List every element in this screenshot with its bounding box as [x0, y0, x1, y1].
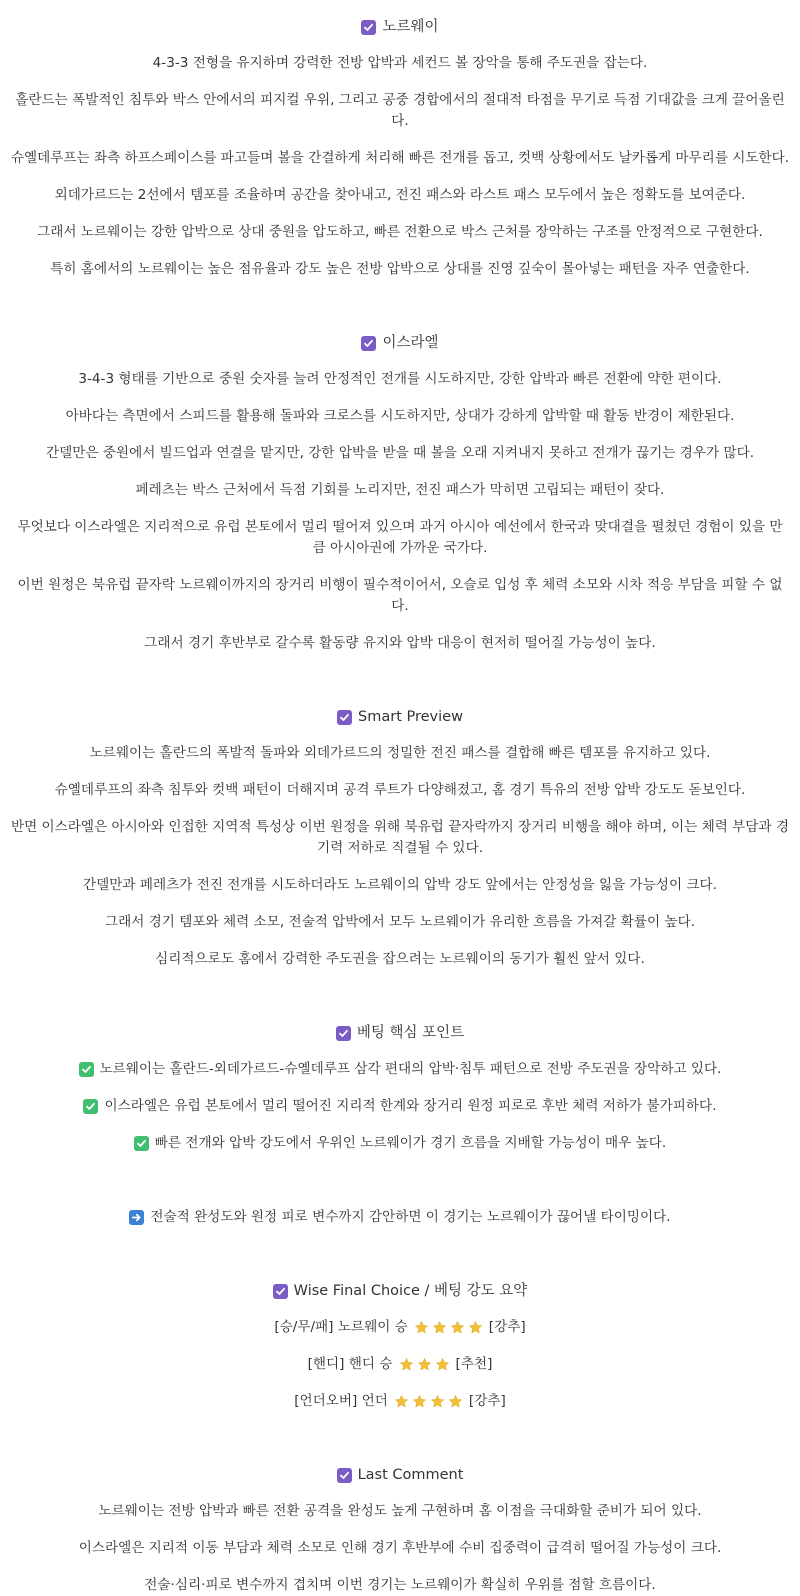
section-title-smart-preview [10, 706, 790, 728]
section-title-norway [10, 16, 790, 38]
final-pick-strength: [강추] [488, 1319, 526, 1335]
star-rating [394, 1394, 463, 1409]
paragraph: 이번 원정은 북유럽 끝자락 노르웨이까지의 장거리 비행이 필수적이어서, 오슬로 입성 후 체력 소모와 시차 적응 부담을 피할 수 없다. [17, 577, 783, 614]
section-title-last-comment [10, 1464, 790, 1486]
paragraph: 노르웨이는 전방 압박과 빠른 전환 공격을 완성도 높게 구현하며 홈 이점을 극대화할 준비가 되어 있다. [98, 1503, 702, 1519]
star-rating [414, 1320, 483, 1335]
check-green-icon [134, 1136, 149, 1151]
final-pick-label: [핸디] 핸디 승 [307, 1356, 393, 1372]
final-pick-row [10, 1353, 790, 1375]
paragraph: 페레츠는 박스 근처에서 득점 기회를 노리지만, 전진 패스가 막히면 고립되는 패턴이 잦다. [135, 482, 665, 498]
star-icon [450, 1320, 465, 1335]
checkbox-purple-icon [337, 710, 352, 725]
betting-point [10, 1095, 790, 1117]
section-title-text: Smart Preview [358, 709, 463, 725]
paragraph: 간델만은 중원에서 빌드업과 연결을 맡지만, 강한 압박을 받을 때 볼을 오래 지켜내지 못하고 전개가 끊기는 경우가 많다. [45, 445, 755, 461]
paragraph: 무엇보다 이스라엘은 지리적으로 유럽 본토에서 멀리 떨어져 있으며 과거 아시아 예선에서 한국과 맞대결을 펼쳤던 경험이 있을 만큼 아시아권에 가까운 국가다. [17, 519, 783, 556]
checkbox-purple-icon [336, 1026, 351, 1041]
star-icon [468, 1320, 483, 1335]
checkbox-purple-icon [361, 20, 376, 35]
star-icon [399, 1357, 414, 1372]
star-icon [394, 1394, 409, 1409]
check-green-icon [83, 1099, 98, 1114]
section-title-text: 이스라엘 [382, 335, 439, 351]
star-rating [399, 1357, 450, 1372]
paragraph: 슈옐데루프의 좌측 침투와 컷백 패턴이 더해지며 공격 루트가 다양해졌고, 홈 경기 특유의 전방 압박 강도도 돋보인다. [54, 782, 746, 798]
section-title-betting-points [10, 1022, 790, 1044]
paragraph: 홀란드는 폭발적인 침투와 박스 안에서의 피지컬 우위, 그리고 공중 경합에서의 절대적 타점을 무기로 득점 기대값을 크게 끌어올린다. [15, 92, 785, 129]
section-title-text: 베팅 핵심 포인트 [356, 1025, 465, 1041]
section-title-text: 노르웨이 [382, 19, 439, 35]
betting-point-text: 빠른 전개와 압박 강도에서 우위인 노르웨이가 경기 흐름을 지배할 가능성이 매우 높다. [154, 1135, 667, 1151]
betting-conclusion-text: 전술적 완성도와 원정 피로 변수까지 감안하면 이 경기는 노르웨이가 끊어낼 타이밍이다. [150, 1209, 671, 1225]
section-title-israel [10, 332, 790, 354]
paragraph: 전술·심리·피로 변수까지 겹치며 이번 경기는 노르웨이가 확실히 우위를 점할 흐름이다. [144, 1577, 656, 1593]
star-icon [412, 1394, 427, 1409]
right-arrow-icon [129, 1210, 144, 1225]
betting-conclusion [10, 1206, 790, 1228]
paragraph: 그래서 경기 후반부로 갈수록 활동량 유지와 압박 대응이 현저히 떨어질 가능성이 높다. [144, 635, 656, 651]
star-icon [435, 1357, 450, 1372]
paragraph: 3-4-3 형태를 기반으로 중원 숫자를 늘려 안정적인 전개를 시도하지만, 강한 압박과 빠른 전환에 약한 편이다. [78, 371, 722, 387]
check-green-icon [79, 1062, 94, 1077]
paragraph: 심리적으로도 홈에서 강력한 주도권을 잡으려는 노르웨이의 동기가 훨씬 앞서 있다. [155, 951, 645, 967]
final-pick-row [10, 1316, 790, 1338]
paragraph: 슈옐데루프는 좌측 하프스페이스를 파고들며 볼을 간결하게 처리해 빠른 전개를 돕고, 컷백 상황에서도 날카롭게 마무리를 시도한다. [10, 150, 790, 166]
betting-point-text: 노르웨이는 홀란드-외데가르드-슈옐데루프 삼각 편대의 압박·침투 패턴으로 전방 주도권을 장악하고 있다. [99, 1061, 722, 1077]
paragraph: 이스라엘은 지리적 이동 부담과 체력 소모로 인해 경기 후반부에 수비 집중력이 급격히 떨어질 가능성이 크다. [78, 1540, 722, 1556]
star-icon [430, 1394, 445, 1409]
paragraph: 아바다는 측면에서 스피드를 활용해 돌파와 크로스를 시도하지만, 상대가 강하게 압박할 때 활동 반경이 제한된다. [65, 408, 735, 424]
star-icon [432, 1320, 447, 1335]
betting-point-text: 이스라엘은 유럽 본토에서 멀리 떨어진 지리적 한계와 장거리 원정 피로로 후반 체력 저하가 불가피하다. [104, 1098, 717, 1114]
section-title-final-choice [10, 1280, 790, 1302]
final-pick-row [10, 1390, 790, 1412]
section-title-text: Wise Final Choice / 베팅 강도 요약 [293, 1283, 528, 1299]
section-title-text: Last Comment [357, 1467, 464, 1483]
paragraph: 4-3-3 전형을 유지하며 강력한 전방 압박과 세컨드 볼 장악을 통해 주도권을 잡는다. [152, 55, 648, 71]
star-icon [448, 1394, 463, 1409]
final-pick-strength: [강추] [468, 1393, 506, 1409]
betting-point [10, 1058, 790, 1080]
paragraph: 노르웨이는 홀란드의 폭발적 돌파와 외데가르드의 정밀한 전진 패스를 결합해 빠른 템포를 유지하고 있다. [89, 745, 711, 761]
paragraph: 그래서 경기 템포와 체력 소모, 전술적 압박에서 모두 노르웨이가 유리한 흐름을 가져갈 확률이 높다. [104, 914, 696, 930]
checkbox-purple-icon [273, 1284, 288, 1299]
star-icon [417, 1357, 432, 1372]
final-pick-label: [언더오버] 언더 [294, 1393, 388, 1409]
paragraph: 간델만과 페레츠가 전진 전개를 시도하더라도 노르웨이의 압박 강도 앞에서는 안정성을 잃을 가능성이 크다. [83, 877, 717, 893]
final-pick-label: [승/무/패] 노르웨이 승 [274, 1319, 408, 1335]
checkbox-purple-icon [361, 336, 376, 351]
checkbox-purple-icon [337, 1468, 352, 1483]
paragraph: 반면 이스라엘은 아시아와 인접한 지역적 특성상 이번 원정을 위해 북유럽 끝자락까지 장거리 비행을 해야 하며, 이는 체력 부담과 경기력 저하로 직결될 수 있다. [10, 819, 790, 856]
paragraph: 특히 홈에서의 노르웨이는 높은 점유율과 강도 높은 전방 압박으로 상대를 진영 깊숙이 몰아넣는 패턴을 자주 연출한다. [50, 261, 750, 277]
paragraph: 외데가르드는 2선에서 템포를 조율하며 공간을 찾아내고, 전진 패스와 라스트 패스 모두에서 높은 정확도를 보여준다. [54, 187, 746, 203]
betting-point [10, 1132, 790, 1154]
star-icon [414, 1320, 429, 1335]
final-pick-strength: [추천] [455, 1356, 493, 1372]
paragraph: 그래서 노르웨이는 강한 압박으로 상대 중원을 압도하고, 빠른 전환으로 박스 근처를 장악하는 구조를 안정적으로 구현한다. [37, 224, 763, 240]
